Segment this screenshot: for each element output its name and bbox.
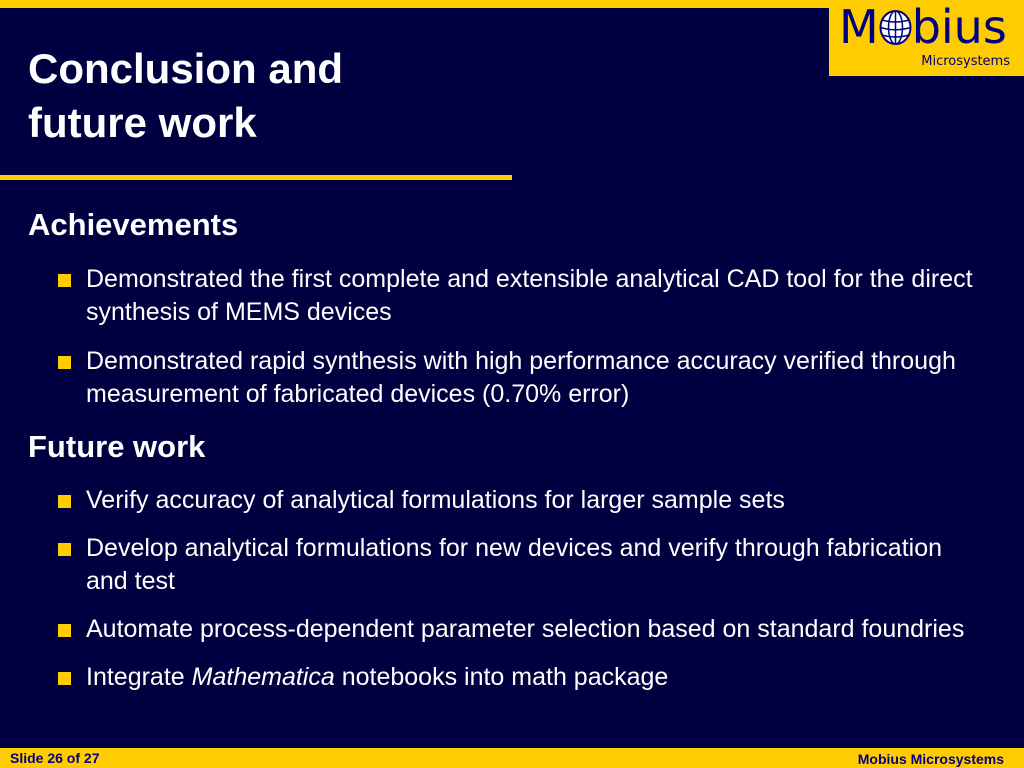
list-item [28,484,988,517]
bullet-text-italic: Mathematica [191,663,335,691]
list-item [28,532,988,598]
square-bullet-icon [58,274,71,287]
list-item [28,263,988,329]
section-heading-future-work: Future work [28,429,206,464]
slide-number: Slide 26 of 27 [10,750,100,766]
future-work-list [28,484,988,694]
list-item [28,345,988,411]
globe-icon [879,9,912,46]
square-bullet-icon [58,356,71,369]
footer-bar [0,748,1024,768]
square-bullet-icon [58,624,71,637]
logo-subtitle: Microsystems [921,54,1010,69]
footer-company-name: Mobius Microsystems [857,751,1004,767]
logo-brand-suffix: bius [911,0,1007,54]
bullet-text-after: notebooks into math package [334,663,669,691]
bullet-text: Verify accuracy of analytical formulations for larger sample sets [86,486,785,514]
logo-brand-prefix: M [839,0,879,54]
bullet-text: Automate process-dependent parameter selection based on standard foundries [86,615,965,643]
list-item [28,613,988,646]
bullet-text: Demonstrated rapid synthesis with high performance accuracy verified through measurement of fabricated devices (0.70% error) [86,347,956,408]
list-item [28,661,988,694]
section-heading-achievements: Achievements [28,207,239,242]
slide-body [28,205,988,694]
bullet-text-before: Integrate [86,663,192,691]
bullet-text: Demonstrated the first complete and extensible analytical CAD tool for the direct synthesis of MEMS devices [86,265,973,326]
title-underline [0,175,512,180]
company-logo [829,0,1024,76]
bullet-text: Develop analytical formulations for new devices and verify through fabrication and test [86,534,943,595]
square-bullet-icon [58,495,71,508]
slide-title-line-2: future work [28,99,257,146]
square-bullet-icon [58,672,71,685]
square-bullet-icon [58,543,71,556]
slide-title-line-1: Conclusion and [28,45,343,92]
logo-wordmark [839,0,1007,54]
slide-title [28,42,508,150]
achievements-list [28,263,988,411]
